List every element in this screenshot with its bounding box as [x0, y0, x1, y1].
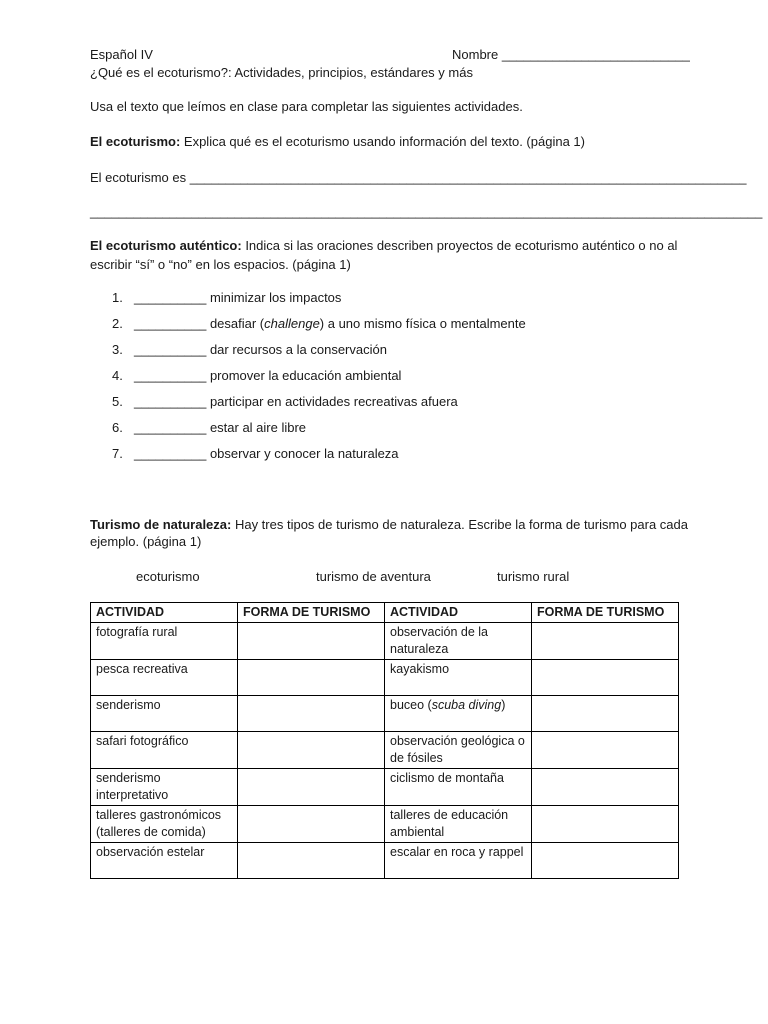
- table-header-row: [91, 603, 679, 623]
- item-text: dar recursos a la conservación: [209, 342, 387, 357]
- intro-instruction: Usa el texto que leímos en clase para completar las siguientes actividades.: [90, 99, 523, 114]
- section-ecoturismo-instruction: Explica qué es el ecoturismo usando información del texto. (página 1): [180, 134, 585, 149]
- list-item: [112, 446, 399, 461]
- table-row: [91, 843, 679, 879]
- activity-cell: observación de la naturaleza: [385, 623, 532, 660]
- answer-blank[interactable]: __________: [134, 342, 207, 357]
- item-number: 1.: [112, 290, 123, 305]
- item-text: estar al aire libre: [209, 420, 307, 435]
- item-number: 6.: [112, 420, 123, 435]
- activity-cell: senderismo: [91, 696, 238, 732]
- table-row: [91, 806, 679, 843]
- activity-cell: [385, 696, 532, 732]
- answer-cell[interactable]: [238, 732, 385, 769]
- activity-cell: observación geológica o de fósiles: [385, 732, 532, 769]
- answer-cell[interactable]: [238, 843, 385, 879]
- activity-text-before: buceo (: [390, 698, 432, 712]
- activity-cell: observación estelar: [91, 843, 238, 879]
- item-text: minimizar los impactos: [209, 290, 342, 305]
- answer-cell[interactable]: [532, 696, 679, 732]
- table-row: [91, 732, 679, 769]
- activity-cell: talleres gastronómicos (talleres de comida): [91, 806, 238, 843]
- answer-cell[interactable]: [238, 696, 385, 732]
- answer-blank[interactable]: __________: [134, 394, 207, 409]
- table-row: [91, 696, 679, 732]
- activity-cell: kayakismo: [385, 660, 532, 696]
- document-title: ¿Qué es el ecoturismo?: Actividades, principios, estándares y más: [90, 65, 473, 80]
- column-header-actividad: ACTIVIDAD: [385, 603, 532, 623]
- table-row: [91, 623, 679, 660]
- answer-cell[interactable]: [532, 660, 679, 696]
- option-ecoturismo: ecoturismo: [136, 569, 200, 584]
- answer-cell[interactable]: [532, 843, 679, 879]
- section-naturaleza-instruction-2: ejemplo. (página 1): [90, 534, 202, 549]
- table-row: [91, 769, 679, 806]
- section-naturaleza: [90, 517, 688, 532]
- answer-cell[interactable]: [532, 806, 679, 843]
- item-text-before: desafiar (: [209, 316, 265, 331]
- section-naturaleza-instruction-1: Hay tres tipos de turismo de naturaleza. Escribe la forma de turismo para cada: [231, 517, 689, 532]
- name-field-label[interactable]: Nombre __________________________: [452, 47, 690, 62]
- answer-blank[interactable]: __________: [134, 290, 207, 305]
- list-item: [112, 394, 458, 409]
- table-row: [91, 660, 679, 696]
- column-header-forma: FORMA DE TURISMO: [238, 603, 385, 623]
- activity-cell: fotografía rural: [91, 623, 238, 660]
- answer-prefix: El ecoturismo es: [90, 170, 187, 185]
- list-item: [112, 290, 341, 305]
- activity-text-italic: scuba diving: [431, 698, 502, 712]
- ecoturismo-answer-line-1[interactable]: [90, 170, 747, 185]
- activity-cell: senderismo interpretativo: [91, 769, 238, 806]
- activity-cell: escalar en roca y rappel: [385, 843, 532, 879]
- course-label: Español IV: [90, 47, 153, 62]
- list-item: [112, 342, 387, 357]
- section-ecoturismo-heading: El ecoturismo:: [90, 134, 181, 149]
- item-text: promover la educación ambiental: [209, 368, 402, 383]
- list-item: [112, 316, 526, 331]
- item-number: 3.: [112, 342, 123, 357]
- activity-text-after: ): [501, 698, 506, 712]
- column-header-actividad: ACTIVIDAD: [91, 603, 238, 623]
- activity-cell: pesca recreativa: [91, 660, 238, 696]
- ecoturismo-answer-line-2[interactable]: [90, 204, 763, 219]
- item-number: 7.: [112, 446, 123, 461]
- item-number: 5.: [112, 394, 123, 409]
- item-text: observar y conocer la naturaleza: [209, 446, 399, 461]
- section-naturaleza-heading: Turismo de naturaleza:: [90, 517, 232, 532]
- answer-cell[interactable]: [532, 732, 679, 769]
- item-text-after: ) a uno mismo física o mentalmente: [319, 316, 526, 331]
- column-header-forma: FORMA DE TURISMO: [532, 603, 679, 623]
- answer-blank[interactable]: __________: [134, 446, 207, 461]
- answer-cell[interactable]: [238, 806, 385, 843]
- activity-cell: talleres de educación ambiental: [385, 806, 532, 843]
- answer-cell[interactable]: [238, 769, 385, 806]
- option-turismo-rural: turismo rural: [497, 569, 570, 584]
- activity-cell: ciclismo de montaña: [385, 769, 532, 806]
- section-autentico-heading: El ecoturismo auténtico:: [90, 238, 242, 253]
- tourism-table: [90, 602, 679, 879]
- item-text-italic: challenge: [264, 316, 320, 331]
- activity-cell: safari fotográfico: [91, 732, 238, 769]
- answer-cell[interactable]: [238, 660, 385, 696]
- answer-blank[interactable]: __________: [134, 316, 207, 331]
- item-text: participar en actividades recreativas afuera: [209, 394, 458, 409]
- answer-blank[interactable]: __________: [134, 368, 207, 383]
- answer-cell[interactable]: [532, 623, 679, 660]
- section-ecoturismo: [90, 134, 585, 149]
- list-item: [112, 420, 306, 435]
- option-turismo-aventura: turismo de aventura: [316, 569, 431, 584]
- answer-blank[interactable]: __________: [134, 420, 207, 435]
- item-number: 4.: [112, 368, 123, 383]
- answer-cell[interactable]: [238, 623, 385, 660]
- section-autentico-instruction-2: escribir “sí” o “no” en los espacios. (página 1): [90, 257, 351, 272]
- list-item: [112, 368, 401, 383]
- section-autentico: [90, 238, 677, 253]
- answer-blank-2[interactable]: _____________________________________________________________________________________________: [90, 204, 763, 219]
- item-number: 2.: [112, 316, 123, 331]
- answer-cell[interactable]: [532, 769, 679, 806]
- section-autentico-instruction-1: Indica si las oraciones describen proyectos de ecoturismo auténtico o no al: [241, 238, 678, 253]
- answer-blank-1[interactable]: _____________________________________________________________________________: [189, 170, 747, 185]
